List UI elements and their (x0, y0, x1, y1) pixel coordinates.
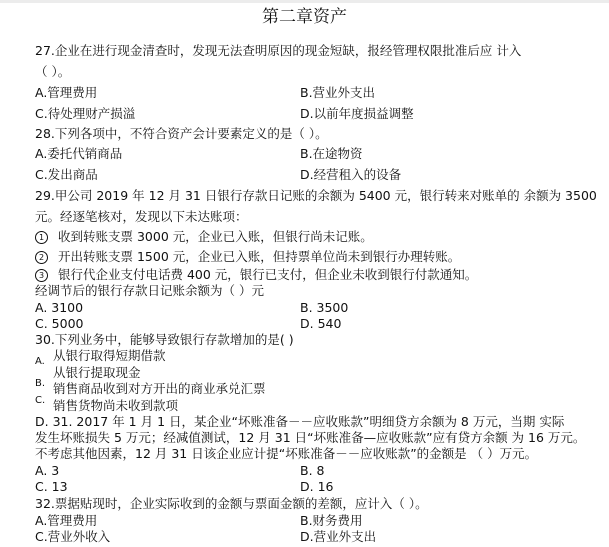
circled-number-2: 2 (35, 251, 48, 264)
q30-option-1: 从银行取得短期借款 (53, 348, 166, 363)
circled-number-3: 3 (35, 269, 48, 282)
chapter-title: 第二章资产 (262, 7, 347, 27)
question-30-stem: 30.下列业务中，能够导致银行存款增加的是( ) (35, 332, 294, 347)
q31-option-a: A. 3 (35, 463, 60, 478)
q31-option-b: B. 8 (300, 463, 325, 478)
question-32-stem: 32.票据贴现时，企业实际收到的金额与票面金额的差额，应计入（ ）。 (35, 496, 428, 511)
circled-number-1: 1 (35, 231, 48, 244)
question-28-stem: 28.下列各项中，不符合资产会计要素定义的是（ ）。 (35, 126, 328, 141)
q30-option-2: 从银行提取现金 (53, 365, 141, 380)
q32-option-d: D.营业外支出 (300, 529, 377, 544)
q27-option-b: B.营业外支出 (300, 85, 376, 100)
q30-label-a: A. (35, 356, 45, 367)
question-29-stem: 29.甲公司 2019 年 12 月 31 日银行存款日记账的余额为 5400 元，银行转来对账单的 余额为 3500 (35, 188, 597, 203)
q29-question: 经调节后的银行存款日记账余额为（ ）元 (35, 283, 264, 298)
q28-option-a: A.委托代销商品 (35, 146, 123, 161)
question-31-line-1: D. 31. 2017 年 1 月 1 日，某企业“坏账准备－－应收账款”明细贷方余额为 8 万元，当期 实际 (35, 414, 565, 429)
q28-option-d: D.经营租入的设备 (300, 167, 402, 182)
q29-option-c: C. 5000 (35, 316, 84, 331)
q29-option-b: B. 3500 (300, 300, 349, 315)
question-31-line-2: 发生坏账损失 5 万元；经减值测试，12 月 31 日“坏账准备—应收账款”应有贷方余额 为 16 万元。 (35, 430, 586, 445)
q29-item-1 (35, 229, 373, 244)
q29-item-text: 收到转账支票 3000 元，企业已入账，但银行尚未记账。 (58, 229, 373, 244)
q29-item-3 (35, 267, 477, 282)
q28-option-b: B.在途物资 (300, 146, 363, 161)
question-27-stem: 27.企业在进行现金清查时，发现无法查明原因的现金短缺，报经管理权限批准后应 计入 (35, 43, 522, 58)
q29-option-a: A. 3100 (35, 300, 84, 315)
question-27-blank: （ ）。 (35, 64, 71, 79)
q29-item-text: 银行代企业支付电话费 400 元，银行已支付，但企业未收到银行付款通知。 (58, 267, 478, 282)
q32-option-b: B.财务费用 (300, 513, 363, 528)
question-31-line-3: 不考虑其他因素，12 月 31 日该企业应计提“坏账准备－－应收账款”的金额是 （ ）万元。 (35, 446, 538, 461)
q27-option-d: D.以前年度损益调整 (300, 106, 414, 121)
q32-option-a: A.管理费用 (35, 513, 98, 528)
q29-item-2 (35, 249, 460, 264)
q30-label-c: C. (35, 395, 46, 406)
q30-label-b: B. (35, 378, 46, 389)
q29-option-d: D. 540 (300, 316, 342, 331)
q30-option-4: 销售货物尚未收到款项 (53, 398, 179, 413)
q28-option-c: C.发出商品 (35, 167, 98, 182)
q27-option-c: C.待处理财产损溢 (35, 106, 136, 121)
q29-item-text: 开出转账支票 1500 元，企业已入账，但持票单位尚未到银行办理转账。 (58, 249, 461, 264)
q31-option-d: D. 16 (300, 479, 334, 494)
q30-option-3: 销售商品收到对方开出的商业承兑汇票 (53, 381, 266, 396)
q31-option-c: C. 13 (35, 479, 68, 494)
question-29-stem-cont: 元。经逐笔核对，发现以下未达账项： (35, 209, 248, 224)
q27-option-a: A.管理费用 (35, 85, 98, 100)
page-top-edge (0, 0, 609, 3)
q32-option-c: C.营业外收入 (35, 529, 111, 544)
